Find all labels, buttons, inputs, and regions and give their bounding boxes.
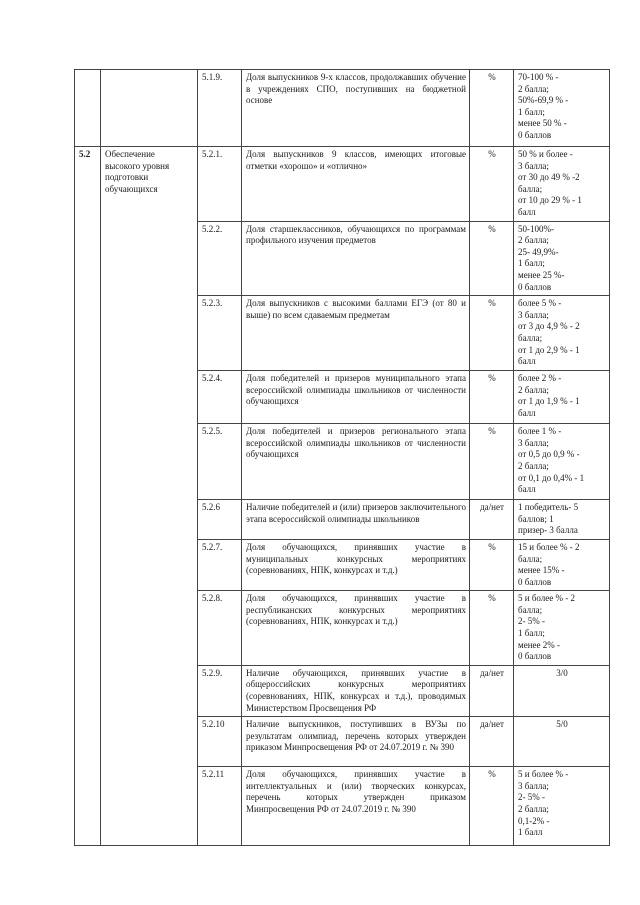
criteria-table-body	[75, 70, 610, 846]
section-title-cell	[101, 147, 198, 846]
scoring-line: 3 балла;	[518, 780, 549, 791]
scoring-line: 2 балла;	[518, 235, 549, 246]
indicator-unit: %	[488, 298, 496, 309]
indicator-code: 5.2.8.	[198, 591, 242, 666]
scoring-cell	[514, 147, 610, 222]
scoring-line: 2 балла;	[518, 460, 549, 471]
scoring-line: от 3 до 4,9 % - 2	[518, 321, 580, 332]
unit-cell	[470, 591, 514, 666]
scoring-line: балл	[518, 407, 536, 418]
scoring-line: балл	[518, 356, 536, 367]
indicator-unit: %	[488, 541, 496, 552]
scoring-cell	[514, 424, 610, 500]
section-title-line: обучающихся	[105, 183, 158, 194]
indicator-code: 5.2.3.	[198, 296, 242, 371]
indicator-description: Доля выпускников 9-х классов, продолжавших обучение в учреждениях СПО, поступивших на бюджетной основе	[246, 72, 466, 106]
indicator-unit: %	[488, 72, 496, 82]
scoring-line: 5 и более % -	[518, 769, 569, 780]
scoring-line: от 30 до 49 % -2	[518, 172, 580, 183]
indicator-description-cell	[242, 500, 470, 540]
unit-cell	[470, 539, 514, 590]
scoring-line: от 1 до 2,9 % - 1	[518, 344, 580, 355]
indicator-description-cell	[242, 70, 470, 147]
indicator-code: 5.2.10	[198, 717, 242, 767]
unit-cell	[470, 665, 514, 716]
scoring-line: от 10 до 29 % - 1	[518, 195, 582, 206]
scoring-cell	[514, 717, 610, 767]
indicator-description-cell	[242, 296, 470, 371]
scoring-line: 0 баллов	[518, 651, 552, 662]
indicator-description: Доля старшеклассников, обучающихся по программам профильного изучения предметов	[246, 223, 466, 246]
scoring-line: 2 балла;	[518, 384, 549, 395]
indicator-description: Доля победителей и призеров муниципального этапа всероссийской олимпиады школьников от численности обучающихся	[246, 373, 466, 407]
scoring-line: 3/0	[556, 667, 568, 678]
scoring-line: 2- 5% -	[518, 792, 545, 803]
indicator-code: 5.2.1.	[198, 147, 242, 222]
indicator-unit: %	[488, 149, 496, 159]
scoring-line: призер- 3 балла	[518, 525, 578, 536]
scoring-line: 70-100 % -	[518, 72, 559, 82]
scoring-line: балла;	[518, 183, 543, 194]
indicator-unit: %	[488, 373, 496, 384]
indicator-code: 5.2.4.	[198, 371, 242, 424]
unit-cell	[470, 70, 514, 147]
indicator-unit: %	[488, 223, 496, 234]
scoring-line: 3 балла;	[518, 160, 549, 171]
scoring-line: 5 и более % - 2	[518, 593, 576, 604]
unit-cell	[470, 371, 514, 424]
scoring-line: 1 балл;	[518, 258, 545, 269]
scoring-line: менее 2% -	[518, 639, 560, 650]
indicator-unit: да/нет	[480, 502, 504, 513]
indicator-description-cell	[242, 665, 470, 716]
unit-cell	[470, 717, 514, 767]
scoring-line: 5/0	[556, 719, 568, 730]
indicator-code: 5.2.7.	[198, 539, 242, 590]
scoring-cell	[514, 70, 610, 147]
scoring-cell	[514, 221, 610, 296]
indicator-description-cell	[242, 591, 470, 666]
scoring-cell	[514, 539, 610, 590]
scoring-line: более 1 % -	[518, 426, 562, 437]
scoring-line: 1 балл	[518, 827, 543, 838]
scoring-line: 0,1-2% -	[518, 815, 550, 826]
scoring-line: 15 и более % - 2	[518, 541, 580, 552]
unit-cell	[470, 500, 514, 540]
scoring-line: 50-100%-	[518, 223, 554, 234]
scoring-line: 50%-69,9 % -	[518, 95, 569, 106]
indicator-description-cell	[242, 424, 470, 500]
indicator-description-cell	[242, 539, 470, 590]
section-number-cell: 5.2	[75, 147, 101, 846]
indicator-code: 5.2.11	[198, 767, 242, 846]
scoring-line: менее 15% -	[518, 565, 565, 576]
criteria-table	[74, 69, 610, 846]
indicator-description: Доля обучающихся, принявших участие в республиканских конкурсных мероприятиях (соревнованиях, НПК, конкурсах и т.д.)	[246, 593, 466, 627]
table-row	[75, 70, 610, 147]
section-number-cell	[75, 70, 101, 147]
scoring-line: балл	[518, 206, 536, 217]
scoring-line: 0 баллов	[518, 281, 552, 292]
indicator-unit: %	[488, 593, 496, 604]
indicator-description: Доля обучающихся, принявших участие в интеллектуальных и (или) творческих конкурсах, перечень которых утвержден приказом Минпросвещения РФ от 24.07.2019 г. № 390	[246, 769, 466, 814]
unit-cell	[470, 296, 514, 371]
scoring-cell	[514, 500, 610, 540]
indicator-description: Доля обучающихся, принявших участие в муниципальных конкурсных мероприятиях (соревнованиях, НПК, конкурсах и т.д.)	[246, 541, 466, 576]
indicator-unit: да/нет	[480, 667, 504, 678]
scoring-line: балла;	[518, 604, 543, 615]
indicator-code: 5.2.6	[198, 500, 242, 540]
scoring-line: балла;	[518, 553, 543, 564]
section-title-cell	[101, 70, 198, 147]
scoring-cell	[514, 296, 610, 371]
scoring-line: от 1 до 1,9 % - 1	[518, 396, 580, 407]
scoring-line: 50 % и более -	[518, 149, 573, 159]
scoring-line: 1 балл;	[518, 628, 545, 639]
scoring-line: от 0,1 до 0,4% - 1	[518, 472, 585, 483]
indicator-code: 5.2.2.	[198, 221, 242, 296]
indicator-description: Доля победителей и призеров регионального этапа всероссийской олимпиады школьников от численности обучающихся	[246, 426, 466, 460]
scoring-line: 2- 5% -	[518, 616, 545, 627]
indicator-description: Наличие победителей и (или) призеров заключительного этапа всероссийской олимпиады школьников	[246, 502, 466, 524]
scoring-line: 0 баллов	[518, 576, 552, 587]
indicator-unit: да/нет	[480, 719, 504, 730]
scoring-line: баллов; 1	[518, 513, 554, 524]
unit-cell	[470, 221, 514, 296]
unit-cell	[470, 767, 514, 846]
scoring-line: балл	[518, 484, 536, 495]
scoring-line: 2 балла;	[518, 804, 549, 814]
indicator-description: Доля выпускников 9 классов, имеющих итоговые отметки «хорошо» и «отлично»	[246, 149, 466, 171]
scoring-line: 3 балла;	[518, 309, 549, 320]
scoring-line: 0 баллов	[518, 129, 552, 140]
indicator-description-cell	[242, 371, 470, 424]
indicator-unit: %	[488, 769, 496, 780]
indicator-description: Наличие обучающихся, принявших участие в общероссийских конкурсных мероприятиях (соревнованиях, НПК, конкурсах и т.д.), проводимых Министерством Просвещения РФ	[246, 667, 466, 713]
scoring-line: более 2 % -	[518, 373, 562, 384]
scoring-line: 1 победитель- 5	[518, 502, 579, 513]
scoring-line: от 0,5 до 0,9 % -	[518, 449, 580, 460]
scoring-line: 2 балла;	[518, 83, 549, 94]
indicator-code: 5.2.5.	[198, 424, 242, 500]
scoring-line: менее 50 % -	[518, 118, 567, 129]
indicator-description-cell	[242, 717, 470, 767]
indicator-code: 5.2.9.	[198, 665, 242, 716]
scoring-cell	[514, 371, 610, 424]
indicator-unit: %	[488, 426, 496, 437]
scoring-line: 1 балл;	[518, 106, 545, 117]
section-title-line: подготовки	[105, 172, 149, 183]
scoring-cell	[514, 767, 610, 846]
scoring-line: 25- 49,9%-	[518, 246, 559, 257]
indicator-description-cell	[242, 767, 470, 846]
scoring-cell	[514, 665, 610, 716]
scoring-line: 3 балла;	[518, 437, 549, 448]
indicator-code: 5.1.9.	[198, 70, 242, 147]
indicator-description-cell	[242, 221, 470, 296]
indicator-description: Наличие выпускников, поступивших в ВУЗы по результатам олимпиад, перечень которых утвержден приказом Минпросвещения РФ от 24.07.2019 г. № 390	[246, 719, 466, 753]
scoring-line: менее 25 %-	[518, 269, 565, 280]
section-title-line: Обеспечение	[105, 149, 155, 159]
indicator-description: Доля выпускников с высокими баллами ЕГЭ (от 80 и выше) по всем сдаваемым предметам	[246, 298, 466, 320]
scoring-line: балла;	[518, 332, 543, 343]
scoring-line: более 5 % -	[518, 298, 562, 309]
section-title-line: высокого уровня	[105, 160, 170, 171]
indicator-description-cell	[242, 147, 470, 222]
unit-cell	[470, 147, 514, 222]
scoring-cell	[514, 591, 610, 666]
table-row	[75, 147, 610, 222]
unit-cell	[470, 424, 514, 500]
